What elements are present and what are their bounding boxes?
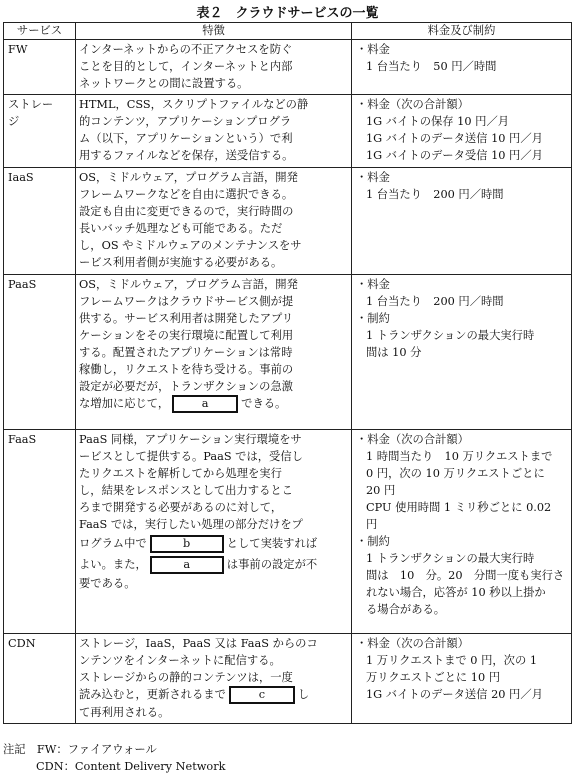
fee-line: ・制約 (356, 312, 390, 325)
feature-line: ケーションをその実行環境に配置して利用 (79, 329, 294, 342)
feature-line: 設定が必要だが，トランザクションの急激 (79, 380, 293, 393)
service-cell (4, 40, 76, 95)
feature-line: ことを目的として，インターネットと内部 (79, 60, 293, 73)
feature-line: て再利用される。 (79, 706, 170, 719)
feature-text: よい。また， (79, 558, 147, 571)
feature-line: ンテンツをインターネットに配信する。 (79, 654, 281, 667)
feature-line: OS，ミドルウェア，プログラム言語，開発 (79, 278, 298, 291)
fees-cell (352, 430, 572, 634)
note-label: 注記 (3, 743, 26, 756)
feature-line: 用するファイルなどを保存，送受信する。 (79, 149, 294, 162)
blank-box-b: b (150, 535, 224, 553)
feature-line: 長いバッチ処理なども可能である。ただ (79, 222, 283, 235)
feature-text: し (297, 688, 310, 701)
feature-line-with-blank (79, 395, 348, 413)
feature-cell (76, 40, 352, 95)
fees-cell (352, 95, 572, 168)
fee-line: 円 (366, 518, 378, 531)
feature-text: できる。 (241, 397, 287, 410)
service-cell (4, 430, 76, 634)
fee-line: 1G バイトのデータ送信 10 円／月 (366, 132, 543, 145)
service-cell (4, 634, 76, 724)
table-notes (3, 741, 225, 775)
fees-cell (352, 40, 572, 95)
service-name: IaaS (8, 171, 34, 184)
fee-line: 間は 10 分。20 分間一度も実行さ (366, 569, 565, 582)
feature-line: OS，ミドルウェア，プログラム言語，開発 (79, 171, 298, 184)
feature-line: ービス利用者側が実施する必要がある。 (79, 256, 283, 269)
service-name: FW (8, 43, 28, 56)
fee-line: 1 トランザクションの最大実行時 (366, 552, 535, 565)
fee-line: ・料金（次の合計額） (356, 637, 469, 650)
table-row-cdn (4, 634, 572, 724)
feature-line: ネットワークとの間に設置する。 (79, 77, 249, 90)
fee-line: ・料金（次の合計額） (356, 433, 469, 446)
feature-line-with-blank (79, 686, 348, 704)
table-row-fw (4, 40, 572, 95)
fees-cell (352, 634, 572, 724)
feature-line: ム（以下，アプリケーションという）で利 (79, 132, 293, 145)
fee-line: CPU 使用時間 1 ミリ秒ごとに 0.02 (366, 501, 552, 514)
note-cdn: CDN：Content Delivery Network (36, 760, 226, 773)
fee-line: 1G バイトのデータ受信 10 円／月 (366, 149, 543, 162)
feature-line: 的コンテンツ，アプリケーションプログラ (79, 115, 292, 128)
fee-line: る場合がある。 (366, 603, 446, 616)
fee-line: ・料金 (356, 171, 390, 184)
feature-line: 供する。サービス利用者は開発したアプリ (79, 312, 294, 325)
header-feature: 特徴 (76, 23, 352, 40)
note-fw (3, 741, 225, 758)
feature-line: ストレージからの静的コンテンツは，一度 (79, 671, 293, 684)
feature-line-with-blank (79, 533, 348, 554)
feature-text: として実装すれば (226, 537, 318, 550)
feature-line: し，結果をレスポンスとして出力するとこ (79, 484, 293, 497)
feature-line: たリクエストを解析してから処理を実行 (79, 467, 282, 480)
fee-line: 1 トランザクションの最大実行時 (366, 329, 535, 342)
header-fees: 料金及び制約 (352, 23, 572, 40)
service-cell (4, 168, 76, 275)
feature-line: 稼働し，リクエストを待ち受ける。事前の (79, 363, 294, 376)
table-row-iaas (4, 168, 572, 275)
feature-text: は事前の設定が不 (226, 558, 318, 571)
feature-line: インターネットからの不正アクセスを防ぐ (79, 43, 293, 56)
blank-box-c: c (229, 686, 295, 704)
fee-line: 1G バイトの保存 10 円／月 (366, 115, 510, 128)
feature-line: FaaS では，実行したい処理の部分だけをプ (79, 518, 303, 531)
feature-cell (76, 634, 352, 724)
feature-line-with-blank (79, 554, 348, 575)
feature-line: ービスとして提供する。PaaS では，受信し (79, 450, 303, 463)
blank-box-a: a (150, 556, 224, 574)
fees-cell (352, 168, 572, 275)
fee-line: 1 時間当たり 10 万リクエストまで (366, 450, 553, 463)
table-row-paas (4, 275, 572, 430)
fee-line: 万リクエストごとに 10 円 (366, 671, 501, 684)
feature-line: PaaS 同様，アプリケーション実行環境をサ (79, 433, 302, 446)
service-name: ストレー (8, 98, 54, 111)
feature-cell (76, 168, 352, 275)
fee-line: 20 円 (366, 484, 396, 497)
fee-line: 間は 10 分 (366, 346, 422, 359)
table-row-faas (4, 430, 572, 634)
service-name: PaaS (8, 278, 37, 291)
header-service: サービス (4, 23, 76, 40)
feature-line: フレームワークなどを自由に選択できる。 (79, 188, 294, 201)
fee-line: 1 台当たり 200 円／時間 (366, 188, 504, 201)
feature-cell (76, 275, 352, 430)
fee-line: ・料金（次の合計額） (356, 98, 469, 111)
cloud-services-table (3, 22, 572, 724)
fee-line: 1G バイトのデータ送信 20 円／月 (366, 688, 543, 701)
service-name: ジ (8, 115, 20, 128)
feature-line: ろまで開発する必要があるのに対して， (79, 501, 283, 514)
header-row (4, 23, 572, 40)
fee-line: れない場合，応答が 10 秒以上掛か (366, 586, 546, 599)
service-name: CDN (8, 637, 36, 650)
feature-line: HTML，CSS，スクリプトファイルなどの静 (79, 98, 309, 111)
feature-text: な増加に応じて， (79, 397, 170, 410)
service-name: FaaS (8, 433, 37, 446)
service-cell (4, 275, 76, 430)
feature-line: し，OS やミドルウェアのメンテナンスをサ (79, 239, 302, 252)
blank-box-a: a (172, 395, 238, 413)
fee-line: ・料金 (356, 43, 390, 56)
feature-line: する。配置されたアプリケーションは常時 (79, 346, 293, 359)
fee-line: 1 万リクエストまで 0 円，次の 1 (366, 654, 538, 667)
feature-line: ストレージ，IaaS，PaaS 又は FaaS からのコ (79, 637, 318, 650)
feature-line: フレームワークはクラウドサービス側が提 (79, 295, 294, 308)
fee-line: 0 円，次の 10 万リクエストごとに (366, 467, 545, 480)
fee-line: 1 台当たり 50 円／時間 (366, 60, 497, 73)
feature-cell (76, 95, 352, 168)
fee-line: ・制約 (356, 535, 390, 548)
feature-line: 設定も自由に変更できるので，実行時間の (79, 205, 294, 218)
table-caption: 表２ クラウドサービスの一覧 (196, 6, 379, 21)
fee-line: 1 台当たり 200 円／時間 (366, 295, 504, 308)
fee-line: ・料金 (356, 278, 390, 291)
feature-line: 要である。 (79, 577, 136, 590)
fees-cell (352, 275, 572, 430)
feature-text: ログラム中で (79, 537, 147, 550)
service-cell (4, 95, 76, 168)
table-row-storage (4, 95, 572, 168)
feature-cell (76, 430, 352, 634)
feature-text: 読み込むと，更新されるまで (79, 688, 226, 701)
note-fw-text: FW：ファイアウォール (36, 743, 157, 756)
